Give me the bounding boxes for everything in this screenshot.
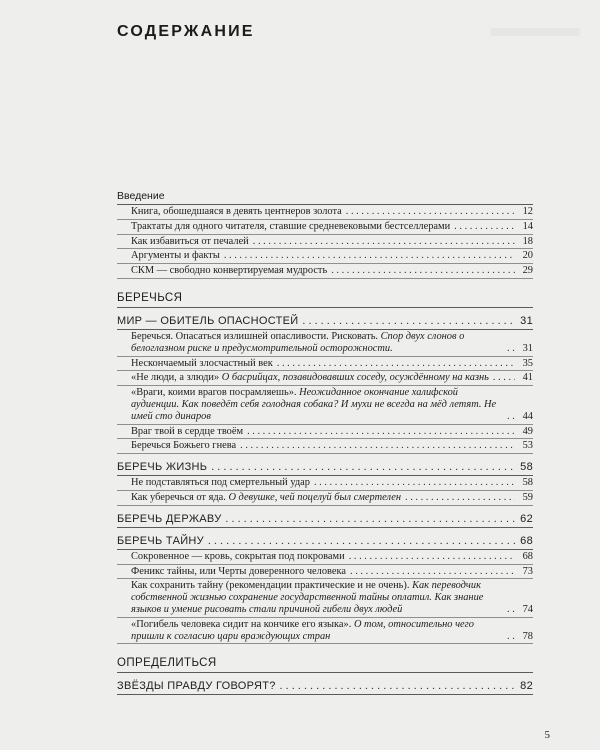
chapter-page: 62 — [520, 512, 533, 525]
entry-text: Аргументы и факты — [131, 250, 220, 262]
entry-italic: Неожиданное окончание халифской аудиенции. Как поведёт себя голодная собака? И мухи не всегда на мёд летят. Не имей сто динаров — [131, 387, 497, 422]
entry-italic: Как переводчик собственной жизнью сохранение государственной тайны оплатил. Как знание языков и умение рисовать стали причиной гибели двух людей — [131, 580, 484, 615]
entry-text: Феникс тайны, или Черты доверенного человека — [131, 565, 347, 577]
entry-text: Сокровенное — кровь, сокрытая под покровами — [131, 550, 345, 562]
entry-text: Не подставляться под смертельный удар — [131, 477, 310, 489]
entry-page: 58 — [522, 477, 533, 489]
entry-page: 29 — [522, 265, 533, 277]
entry-page: 74 — [522, 603, 533, 615]
leader-dots — [507, 604, 515, 616]
chapter-title: ЗВЁЗДЫ ПРАВДУ ГОВОРЯТ? — [117, 680, 276, 693]
leader-dots — [240, 440, 515, 452]
entry-text: Беречься Божьего гнева — [131, 440, 237, 452]
toc-entry[interactable] — [117, 579, 533, 617]
leader-dots — [493, 372, 515, 384]
toc-entry[interactable] — [117, 550, 533, 565]
toc-entry[interactable] — [117, 235, 533, 250]
table-of-contents — [117, 190, 533, 695]
entry-page: 20 — [522, 250, 533, 262]
toc-entry[interactable] — [117, 425, 533, 440]
toc-entry[interactable] — [117, 476, 533, 491]
leader-dots — [405, 492, 515, 504]
entry-page: 12 — [522, 206, 533, 217]
toc-entry[interactable] — [117, 330, 533, 357]
entry-text: Беречься. Опасаться излишней опасливости. Рисковать. — [131, 330, 381, 342]
leader-dots — [350, 566, 515, 578]
entry-page: 53 — [522, 440, 533, 452]
entry-text: СКМ — свободно конвертируемая мудрость — [131, 265, 328, 277]
leader-dots — [349, 551, 515, 563]
toc-entry[interactable] — [117, 205, 533, 220]
page-number: 5 — [544, 729, 550, 741]
entry-text: Как избавиться от печалей — [131, 235, 249, 247]
entry-page: 59 — [522, 491, 533, 503]
show-through-text — [490, 28, 580, 36]
chapter-title: МИР — ОБИТЕЛЬ ОПАСНОСТЕЙ — [117, 314, 299, 327]
toc-entry[interactable] — [117, 618, 533, 645]
leader-dots — [454, 221, 515, 233]
entry-italic: О басрийцах, позавидовавших соседу, осуждённому на казнь — [221, 372, 489, 384]
leader-dots — [280, 680, 515, 693]
toc-entry[interactable] — [117, 386, 533, 424]
entry-page: 78 — [522, 630, 533, 642]
entry-page: 31 — [522, 342, 533, 354]
chapter-heading[interactable] — [117, 534, 533, 550]
chapter-heading[interactable] — [117, 679, 533, 695]
leader-dots — [208, 535, 515, 548]
entry-italic: О девушке, чей поцелуй был смертелен — [228, 491, 401, 503]
entry-text: Как уберечься от яда. — [131, 491, 229, 503]
entry-text: «Враги, коими врагов посрамляешь». — [131, 387, 300, 399]
leader-dots — [253, 236, 515, 248]
chapter-title: БЕРЕЧЬ ДЕРЖАВУ — [117, 512, 222, 525]
chapter-heading[interactable] — [117, 460, 533, 476]
entry-page: 49 — [522, 425, 533, 437]
toc-entry[interactable] — [117, 264, 533, 279]
entry-page: 18 — [522, 235, 533, 247]
toc-entry[interactable] — [117, 371, 533, 386]
chapter-heading[interactable] — [117, 512, 533, 528]
entry-page: 73 — [522, 565, 533, 577]
intro-heading: Введение — [117, 190, 533, 205]
entry-text: Трактаты для одного читателя, ставшие средневековыми бестселлерами — [131, 220, 451, 232]
part-heading: БЕРЕЧЬСЯ — [117, 291, 533, 308]
chapter-page: 31 — [520, 314, 533, 327]
toc-entry[interactable] — [117, 439, 533, 454]
entry-italic: О том, относительно чего пришли к согласию цари враждующих стран — [131, 618, 474, 642]
leader-dots — [211, 461, 515, 474]
toc-entry[interactable] — [117, 220, 533, 235]
chapter-heading[interactable] — [117, 314, 533, 330]
entry-page: 68 — [522, 550, 533, 562]
entry-text: «Не люди, а злюди» — [131, 372, 222, 384]
entry-text: Нескончаемый злосчастный век — [131, 357, 273, 369]
leader-dots — [303, 315, 516, 328]
entry-italic: Спор двух слонов о белоглазном риске и предусмотрительной осторожности. — [131, 330, 465, 354]
entry-page: 14 — [522, 220, 533, 232]
leader-dots — [247, 426, 515, 438]
chapter-page: 58 — [520, 461, 533, 474]
part-heading: ОПРЕДЕЛИТЬСЯ — [117, 656, 533, 673]
chapter-page: 68 — [520, 534, 533, 547]
leader-dots — [507, 631, 515, 643]
toc-entry[interactable] — [117, 249, 533, 264]
leader-dots — [224, 250, 515, 262]
entry-page: 35 — [522, 357, 533, 369]
chapter-page: 82 — [520, 680, 533, 693]
entry-page: 41 — [522, 372, 533, 384]
toc-entry[interactable] — [117, 565, 533, 580]
leader-dots — [331, 265, 515, 277]
leader-dots — [277, 358, 515, 370]
toc-entry[interactable] — [117, 357, 533, 372]
leader-dots — [346, 206, 515, 218]
entry-text: «Погибель человека сидит на кончике его языка». — [131, 618, 354, 630]
leader-dots — [226, 513, 516, 526]
leader-dots — [507, 343, 515, 355]
entry-text: Враг твой в сердце твоём — [131, 425, 244, 437]
page-title: СОДЕРЖАНИЕ — [117, 23, 255, 40]
leader-dots — [314, 477, 515, 489]
chapter-title: БЕРЕЧЬ ЖИЗНЬ — [117, 461, 208, 474]
toc-entry[interactable] — [117, 491, 533, 506]
entry-text: Книга, обошедшаяся в девять центнеров золота — [131, 206, 342, 217]
entry-text: Как сохранить тайну (рекомендации практические и не очень). — [131, 580, 413, 592]
chapter-title: БЕРЕЧЬ ТАЙНУ — [117, 534, 204, 547]
leader-dots — [507, 411, 515, 423]
entry-page: 44 — [522, 410, 533, 422]
